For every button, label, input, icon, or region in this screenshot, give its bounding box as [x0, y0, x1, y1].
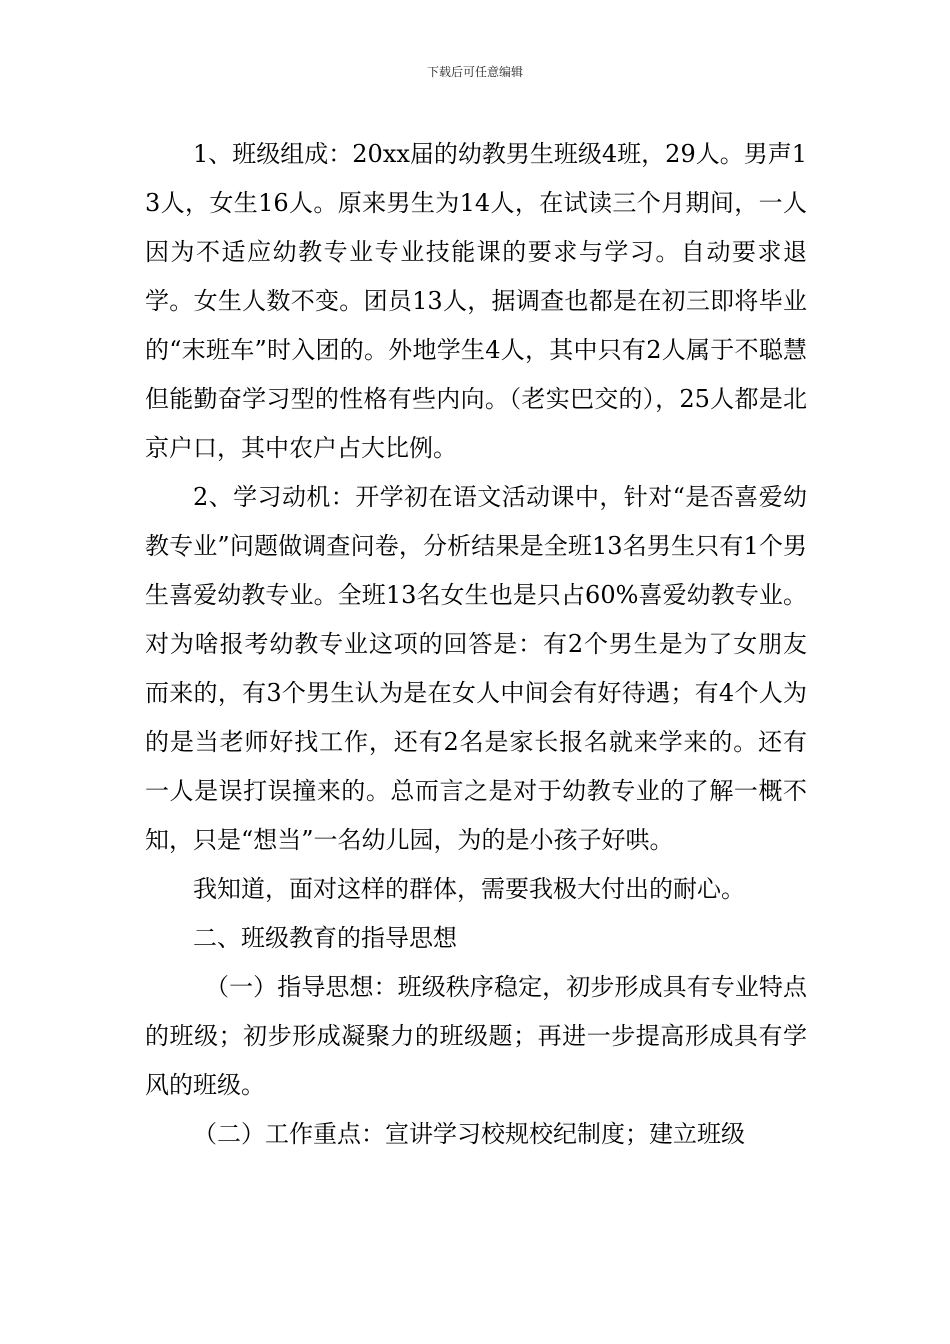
page-header: 下载后可任意编辑 — [426, 65, 523, 79]
paragraph-guiding-ideology: （一）指导思想：班级秩序稳定，初步形成具有专业特点的班级；初步形成凝聚力的班级题；再进一步提高形成具有学风的班级。 — [145, 973, 807, 1099]
section-heading-guiding-ideology: 二、班级教育的指导思想 — [193, 924, 457, 952]
document-body — [145, 130, 807, 1159]
paragraph-work-focus: （二）工作重点：宣讲学习校规校纪制度；建立班级 — [193, 1120, 745, 1148]
paragraph-patience: 我知道，面对这样的群体，需要我极大付出的耐心。 — [193, 875, 745, 903]
paragraph-learning-motivation: 2、学习动机：开学初在语文活动课中，针对“是否喜爱幼教专业”问题做调查问卷，分析结果是全班13名男生只有1个男生喜爱幼教专业。全班13名女生也是只占60%喜爱幼教专业。对为啥报考幼教专业这项的回答是：有2个男生是为了女朋友而来的，有3个男生认为是在女人中间会有好待遇；有4个人为的是当老师好找工作，还有2名是家长报名就来学来的。还有一人是误打误撞来的。总而言之是对于幼教专业的了解一概不知，只是“想当”一名幼儿园，为的是小孩子好哄。 — [145, 483, 807, 854]
paragraph-class-composition: 1、班级组成：20xx届的幼教男生班级4班，29人。男声13人，女生16人。原来男生为14人，在试读三个月期间，一人因为不适应幼教专业专业技能课的要求与学习。自动要求退学。女生人数不变。团员13人，据调查也都是在初三即将毕业的“末班车”时入团的。外地学生4人，其中只有2人属于不聪慧但能勤奋学习型的性格有些内向。（老实巴交的），25人都是北京户口，其中农户占大比例。 — [145, 140, 807, 462]
